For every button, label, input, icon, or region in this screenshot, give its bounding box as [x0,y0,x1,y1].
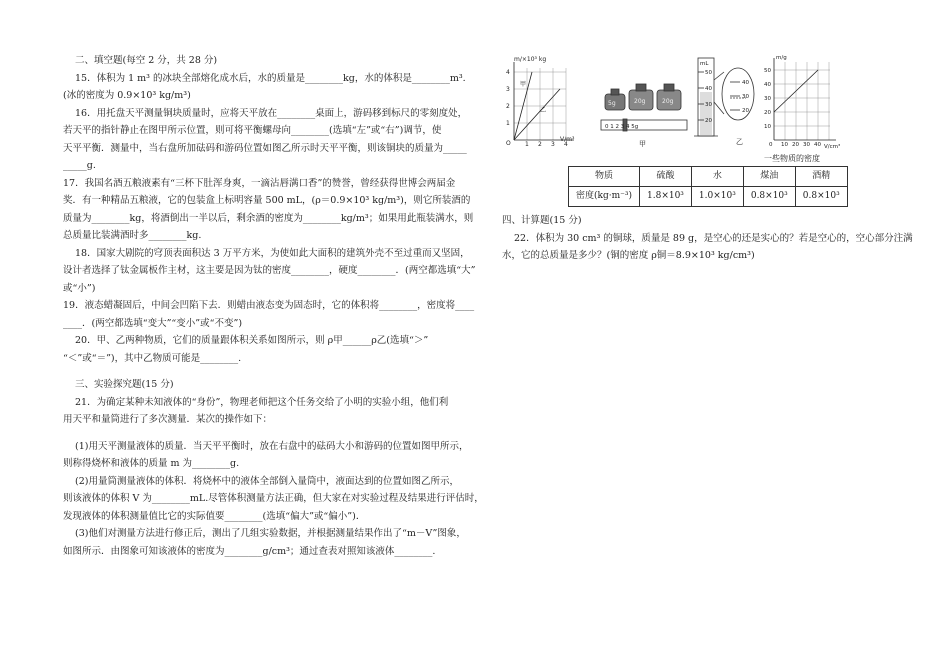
text-line: “＜”或“＝”)，其中乙物质可能是________. [63,352,242,364]
table-cell: 硫酸 [640,167,692,187]
graph2-ytick: 20 [764,110,771,116]
question-22-line: 22．体积为 30 cm³ 的铜球，质量是 89 g，是空心的还是实心的？若是空心的，空心部分注满 [514,232,913,244]
caption-yi: 乙 [736,138,743,146]
cylinder-tick: 50 [705,70,712,76]
graph2-origin: 0 [769,142,773,148]
table-caption: 一些物质的密度 [764,154,820,163]
text-line: 或“小”) [63,282,96,294]
table-cell: 密度(kg·m⁻³) [569,187,640,207]
balance-weights-figure [599,74,691,154]
cylinder-tick: 40 [705,86,712,92]
text-line: 二、填空题(每空 2 分，共 28 分) [75,55,218,66]
table-cell: 1.8×10³ [640,187,692,207]
cylinder-tick: 30 [705,102,712,108]
graph1-xtick: 1 [525,141,529,148]
line-label-jia: 甲 [520,81,527,88]
table-row [569,167,848,187]
text-line: (2)用量筒测量液体的体积．将烧杯中的液体全部倒入量筒中，液面达到的位置如图乙所示， [75,475,459,487]
graph1-ytick: 3 [506,86,510,93]
blank-line [63,367,473,376]
graph1-xtick: 2 [538,141,542,148]
graph1-ytick: 1 [506,120,510,127]
question-22-line: 水，它的总质量是多少？(铜的密度 ρ铜＝8.9×10³ kg/cm³) [502,250,755,261]
line-label-yi: 乙 [540,107,547,114]
table-cell: 酒精 [795,167,847,187]
graph1-origin: O [506,140,511,147]
scale-labels: 0 1 2 3 4 5g [605,124,639,130]
text-line: 19．液态蜡凝固后，中间会凹陷下去．则蜡由液态变为固态时，它的体积将________，密度将____ [63,300,475,311]
table-cell: 物质 [569,167,640,187]
text-line: 三、实验探究题(15 分) [75,379,174,390]
graph1-xlabel: V/m³ [560,136,575,143]
table-cell: 0.8×10³ [795,187,847,207]
graph2-xtick: 30 [803,142,810,148]
text-line: 18．国家大剧院的穹顶表面积达 3 万平方米，为使如此大面积的建筑外壳不至过重而又坚固， [75,247,470,259]
graph2-ytick: 10 [764,124,771,130]
text-line: 16．用托盘天平测量铜块质量时，应将天平放在________桌面上，游码移到标尺的零刻度处， [75,107,468,119]
figures-row [502,52,932,164]
liquid-mass-volume-graph [764,52,844,152]
cylinder-unit: mL [700,61,709,67]
text-line: ____．(两空都选填“变大”“变小”或“不变”) [63,317,243,329]
text-line: 则该液体的体积 V 为________mL.尽管体积测量方法正确，但大家在对实验过程及结果进行评估时， [63,493,484,504]
blank-line [63,429,473,438]
weight-20g: 20g [662,98,674,105]
density-table [568,166,848,207]
text-line: 15．体积为 1 m³ 的冰块全部熔化成水后，水的质量是________kg，水的体积是________m³. [75,72,466,84]
text-line: _____g. [63,160,96,171]
zoom-tick: 30 [742,94,749,100]
cylinder-tick: 20 [705,118,712,124]
section-heading: 四、计算题(15 分) [502,215,582,226]
table-cell: 水 [691,167,743,187]
graph1-ytick: 2 [506,103,510,110]
table-cell: 0.8×10³ [743,187,795,207]
text-line: 天平平衡．测量中，当右盘所加砝码和游码位置如图乙所示时天平平衡，则该铜块的质量为_____ [63,142,467,154]
text-line: 则称得烧杯和液体的质量 m 为________g. [63,458,240,469]
left-column [63,52,484,560]
graph2-ytick: 30 [764,96,771,102]
text-line: 发现液体的体积测量值比它的实际值要________(选填“偏大”或“偏小”)． [63,510,366,522]
text-line: (1)用天平测量液体的质量．当天平平衡时，放在右盘中的砝码大小和游码的位置如图甲所示， [75,440,469,452]
table-cell: 煤油 [743,167,795,187]
text-line: 用天平和量筒进行了多次测量．某次的操作如下： [63,414,273,425]
graph2-xtick: 10 [781,142,788,148]
graph2-ytick: 40 [764,82,771,88]
table-cell: 1.0×10³ [691,187,743,207]
graph2-xlabel: V/cm³ [824,144,841,150]
text-line: 如图所示．由图象可知该液体的密度为________g/cm³；通过查表对照知该液体________. [63,545,436,557]
measuring-cylinder-figure [686,52,758,154]
text-line: 17．我国名酒五粮液素有“三杯下肚浑身爽，一滴沾唇满口香”的赞誉，曾经获得世博会两届金 [63,177,456,189]
right-column [502,52,932,261]
text-line: 总质量比装满酒时多________kg. [63,230,202,241]
text-line: 21．为确定某种未知液体的“身份”，物理老师把这个任务交给了小明的实验小组，他们利 [75,396,449,408]
graph1-ytick: 4 [506,69,510,76]
text-line: (3)他们对测量方法进行修正后，测出了几组实验数据，并根据测量结果作出了“m－V”图象， [75,528,466,539]
caption-jia: 甲 [639,140,646,148]
weight-20g: 20g [634,98,646,105]
text-line: 奖．有一种精品五粮液，它的包装盒上标明容量 500 mL，(ρ＝0.9×10³ kg/m³)，则它所装酒的 [63,195,471,206]
graph2-ytick: 50 [764,68,771,74]
zoom-tick: 40 [742,80,749,86]
zoom-tick: 20 [742,108,749,114]
text-line: 20．甲、乙两种物质，它们的质量跟体积关系如图所示，则 ρ甲______ρ乙(选填“＞” [75,335,429,346]
graph2-xtick: 20 [792,142,799,148]
graph1-ylabel: m/×10³ kg [514,56,547,63]
graph2-ylabel: m/g [776,55,787,61]
graph1-xtick: 3 [551,141,555,148]
text-line: 设计者选择了钛金属板作主材，这主要是因为钛的密度________，硬度________．(两空都选填“大” [63,265,476,276]
weight-5g: 5g [608,100,616,107]
graph2-xtick: 40 [814,142,821,148]
graph1-xtick: 4 [564,141,568,148]
text-line: 质量为________kg，将酒倒出一半以后，剩余酒的密度为________kg/m³；如果用此瓶装满水，则 [63,212,474,224]
calculation-section [502,212,932,265]
text-line: (冰的密度为 0.9×10³ kg/m³) [63,90,191,101]
mass-volume-graph [502,52,588,152]
text-line: 若天平的指针静止在图甲所示位置，则可将平衡螺母向________(选填“左”或“右”)调节，使 [63,125,442,136]
table-row [569,187,848,207]
